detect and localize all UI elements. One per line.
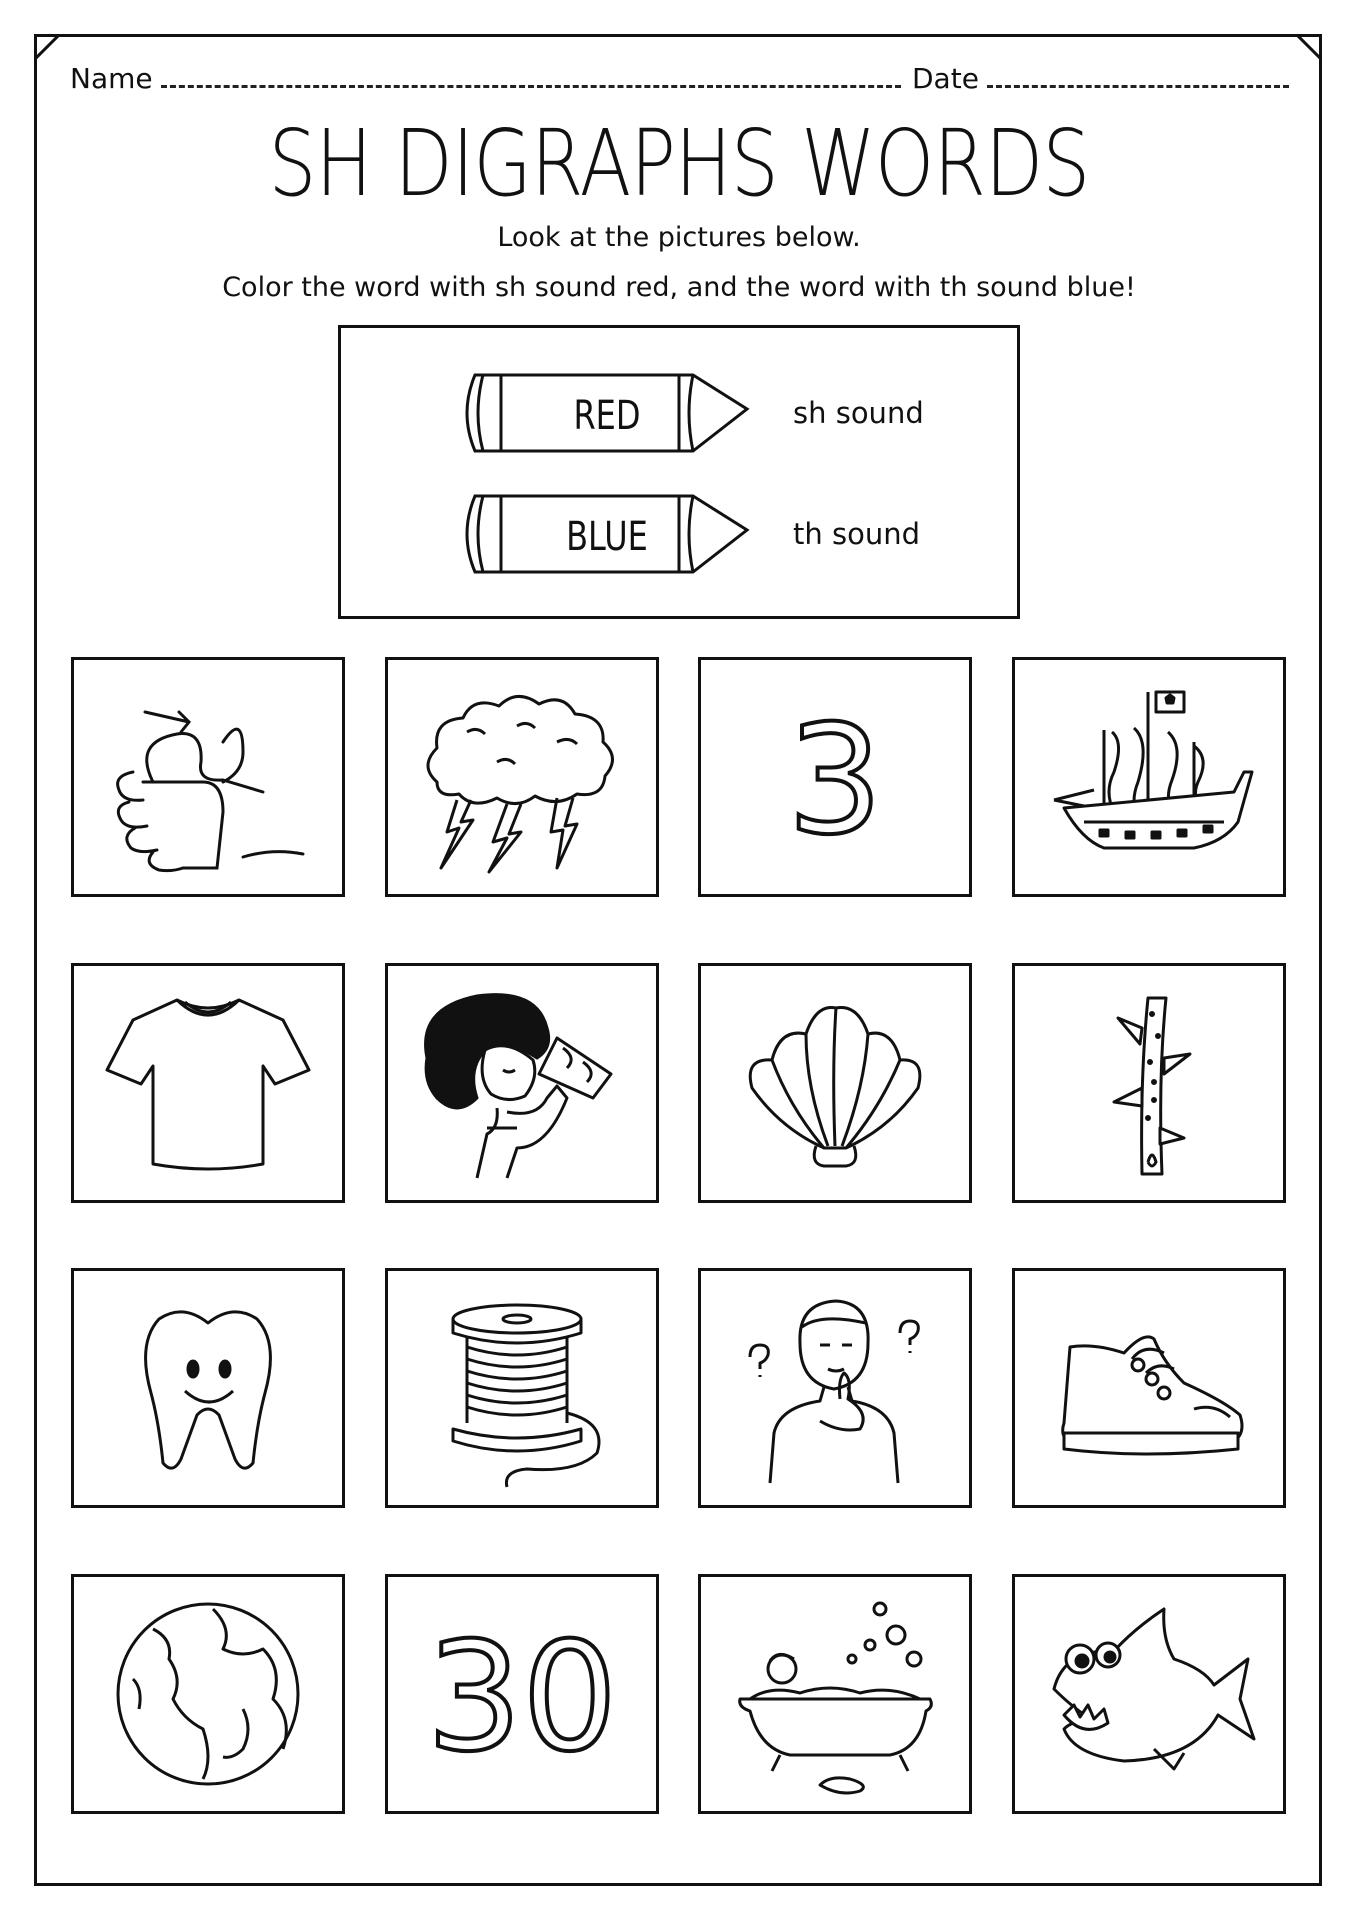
bathtub-icon	[720, 1589, 950, 1799]
picture-card-shirt[interactable]	[71, 963, 345, 1203]
number-text: 30	[426, 1611, 618, 1785]
thread-spool-icon	[407, 1283, 637, 1493]
crayon-label: BLUE	[566, 514, 648, 560]
shirt-icon	[93, 978, 323, 1188]
instruction-line-1: Look at the pictures below.	[497, 222, 861, 253]
picture-card-three[interactable]	[698, 657, 972, 897]
red-crayon	[457, 371, 757, 457]
date-line[interactable]	[987, 85, 1289, 88]
worksheet-title: SH DIGRAPHS WORDS	[268, 110, 1090, 217]
legend-sound: th sound	[793, 517, 920, 551]
ship-icon	[1034, 672, 1264, 882]
picture-card-thorn[interactable]	[1012, 963, 1286, 1203]
shoe-icon	[1034, 1283, 1264, 1493]
picture-card-ship[interactable]	[1012, 657, 1286, 897]
corner-fold-icon	[34, 34, 60, 60]
instruction-line-2: Color the word with sh sound red, and the word with th sound blue!	[222, 272, 1136, 303]
picture-card-tooth[interactable]	[71, 1268, 345, 1508]
corner-fold-icon	[1296, 34, 1322, 60]
picture-card-shoe[interactable]	[1012, 1268, 1286, 1508]
date-field[interactable]	[912, 62, 1289, 95]
picture-card-thread[interactable]	[385, 1268, 659, 1508]
picture-card-think[interactable]	[698, 1268, 972, 1508]
picture-card-thumb[interactable]	[71, 657, 345, 897]
date-label: Date	[912, 62, 979, 95]
legend-sound: sh sound	[793, 396, 924, 430]
number-30-icon	[407, 1589, 637, 1799]
thumb-icon	[93, 672, 323, 882]
picture-card-shark[interactable]	[1012, 1574, 1286, 1814]
color-legend	[338, 325, 1020, 619]
picture-card-thirty[interactable]	[385, 1574, 659, 1814]
picture-card-drink[interactable]	[385, 963, 659, 1203]
name-label: Name	[70, 62, 153, 95]
thinking-boy-icon	[720, 1283, 950, 1493]
number-3-icon	[720, 672, 950, 882]
shell-icon	[720, 978, 950, 1188]
blue-crayon	[457, 492, 757, 578]
number-text: 3	[787, 694, 883, 868]
girl-drinking-icon	[407, 978, 637, 1188]
picture-card-earth[interactable]	[71, 1574, 345, 1814]
picture-card-bath[interactable]	[698, 1574, 972, 1814]
name-field[interactable]	[70, 62, 901, 95]
picture-card-thunder[interactable]	[385, 657, 659, 897]
crayon-label: RED	[573, 393, 641, 439]
earth-icon	[93, 1589, 323, 1799]
picture-card-shell[interactable]	[698, 963, 972, 1203]
thorn-branch-icon	[1034, 978, 1264, 1188]
thunder-cloud-icon	[407, 672, 637, 882]
name-line[interactable]	[161, 85, 901, 88]
shark-icon	[1034, 1589, 1264, 1799]
tooth-icon	[93, 1283, 323, 1493]
